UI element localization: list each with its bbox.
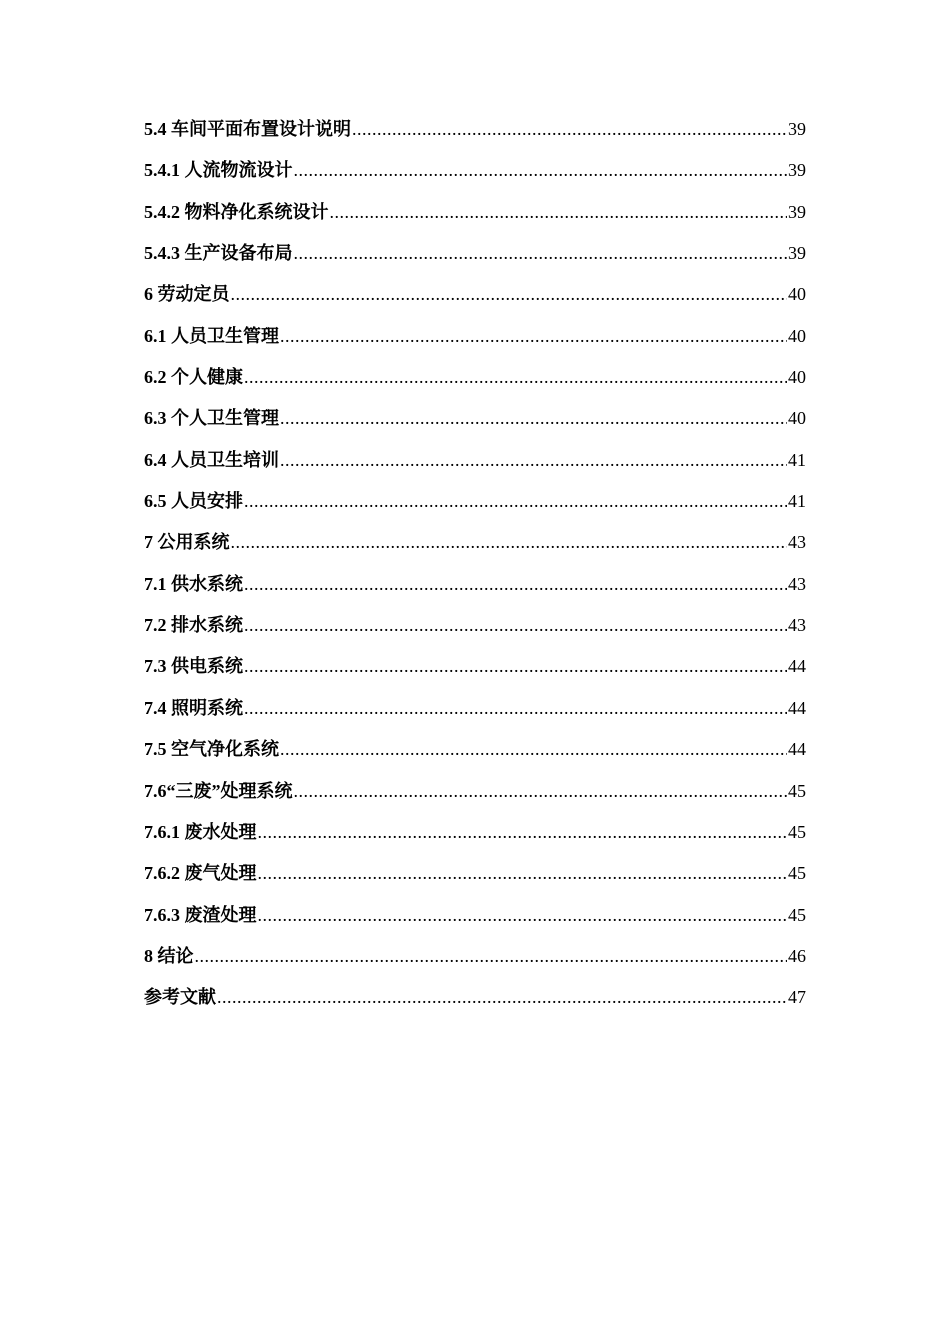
toc-dot-leader <box>195 939 788 973</box>
toc-dot-leader <box>217 980 787 1014</box>
toc-dot-leader <box>294 236 788 270</box>
toc-dot-leader <box>244 691 787 725</box>
toc-entry-title: 7.4 照明系统 <box>144 697 243 718</box>
toc-entry-6-4[interactable] <box>144 443 806 484</box>
toc-entry-5-4-3[interactable] <box>144 236 806 277</box>
toc-entry-5-4-2[interactable] <box>144 195 806 236</box>
toc-dot-leader <box>280 732 787 766</box>
toc-dot-leader <box>244 360 787 394</box>
toc-entry-7-1[interactable] <box>144 567 806 608</box>
toc-entry-title: 7.3 供电系统 <box>144 656 243 677</box>
toc-entry-title: 6.1 人员卫生管理 <box>144 325 279 346</box>
toc-dot-leader <box>231 277 788 311</box>
toc-dot-leader <box>280 319 787 353</box>
toc-entry-title: 6.5 人员安排 <box>144 491 243 512</box>
toc-entry-7-6-2[interactable] <box>144 856 806 897</box>
toc-dot-leader <box>231 525 788 559</box>
toc-dot-leader <box>244 567 787 601</box>
toc-entry-6-1[interactable] <box>144 319 806 360</box>
toc-entry-title: 5.4.1 人流物流设计 <box>144 160 293 181</box>
toc-entry-7-3[interactable] <box>144 649 806 690</box>
toc-dot-leader <box>244 608 787 642</box>
toc-entry-references[interactable] <box>144 980 806 1021</box>
toc-entry-page-number: 41 <box>788 449 806 470</box>
toc-entry-title: 7.5 空气净化系统 <box>144 739 279 760</box>
toc-entry-page-number: 39 <box>788 160 806 181</box>
toc-entry-page-number: 44 <box>788 739 806 760</box>
toc-entry-title: 5.4 车间平面布置设计说明 <box>144 119 351 139</box>
toc-entry-page-number: 40 <box>788 367 806 388</box>
toc-entry-page-number: 44 <box>788 697 806 718</box>
toc-entry-7-6-3[interactable] <box>144 898 806 939</box>
toc-dot-leader <box>294 774 788 808</box>
toc-dot-leader <box>258 898 788 932</box>
toc-entry-title: 8 结论 <box>144 945 194 966</box>
toc-entry-page-number: 40 <box>788 284 806 305</box>
toc-entry-page-number: 41 <box>788 491 806 512</box>
toc-entry-7[interactable] <box>144 525 806 566</box>
toc-entry-title: 7 公用系统 <box>144 532 230 553</box>
toc-entry-page-number: 40 <box>788 408 806 429</box>
toc-entry-page-number: 45 <box>788 904 806 925</box>
toc-entry-5-4[interactable] <box>144 112 806 153</box>
toc-entry-title: 6.2 个人健康 <box>144 367 243 388</box>
toc-dot-leader <box>330 195 788 229</box>
toc-entry-6-5[interactable] <box>144 484 806 525</box>
toc-entry-title: 参考文献 <box>144 987 216 1008</box>
toc-entry-page-number: 47 <box>788 987 806 1008</box>
toc-dot-leader <box>258 815 788 849</box>
toc-entry-7-4[interactable] <box>144 691 806 732</box>
toc-entry-6-3[interactable] <box>144 401 806 442</box>
toc-entry-title: 7.6“三废”处理系统 <box>144 780 293 801</box>
toc-entry-6[interactable] <box>144 277 806 318</box>
toc-dot-leader <box>258 856 788 890</box>
toc-entry-5-4-1[interactable] <box>144 153 806 194</box>
toc-entry-title: 5.4.2 物料净化系统设计 <box>144 201 329 222</box>
toc-entry-title: 7.2 排水系统 <box>144 615 243 636</box>
toc-entry-title: 6.3 个人卫生管理 <box>144 408 279 429</box>
toc-entry-page-number: 39 <box>788 201 806 222</box>
toc-entry-page-number: 46 <box>788 945 806 966</box>
toc-entry-page-number: 43 <box>788 573 806 594</box>
toc-entry-page-number: 45 <box>788 863 806 884</box>
toc-entry-page-number: 45 <box>788 821 806 842</box>
toc-entry-title: 5.4.3 生产设备布局 <box>144 243 293 264</box>
toc-entry-page-number: 39 <box>788 243 806 264</box>
toc-entry-page-number: 40 <box>788 325 806 346</box>
toc-dot-leader <box>280 401 787 435</box>
toc-entry-page-number: 39 <box>788 119 806 139</box>
toc-dot-leader <box>244 649 787 683</box>
table-of-contents <box>144 112 806 1022</box>
toc-dot-leader <box>352 112 787 146</box>
toc-entry-title: 7.6.1 废水处理 <box>144 821 257 842</box>
toc-entry-7-5[interactable] <box>144 732 806 773</box>
toc-entry-title: 7.6.3 废渣处理 <box>144 904 257 925</box>
toc-entry-page-number: 45 <box>788 780 806 801</box>
toc-entry-6-2[interactable] <box>144 360 806 401</box>
toc-entry-title: 6.4 人员卫生培训 <box>144 449 279 470</box>
toc-entry-page-number: 43 <box>788 615 806 636</box>
toc-entry-8[interactable] <box>144 939 806 980</box>
toc-dot-leader <box>294 153 788 187</box>
toc-entry-page-number: 43 <box>788 532 806 553</box>
toc-dot-leader <box>244 484 787 518</box>
toc-entry-7-6-1[interactable] <box>144 815 806 856</box>
toc-dot-leader <box>280 443 787 477</box>
toc-entry-7-2[interactable] <box>144 608 806 649</box>
toc-entry-title: 7.1 供水系统 <box>144 573 243 594</box>
toc-entry-title: 7.6.2 废气处理 <box>144 863 257 884</box>
toc-entry-7-6[interactable] <box>144 774 806 815</box>
toc-entry-page-number: 44 <box>788 656 806 677</box>
toc-entry-title: 6 劳动定员 <box>144 284 230 305</box>
